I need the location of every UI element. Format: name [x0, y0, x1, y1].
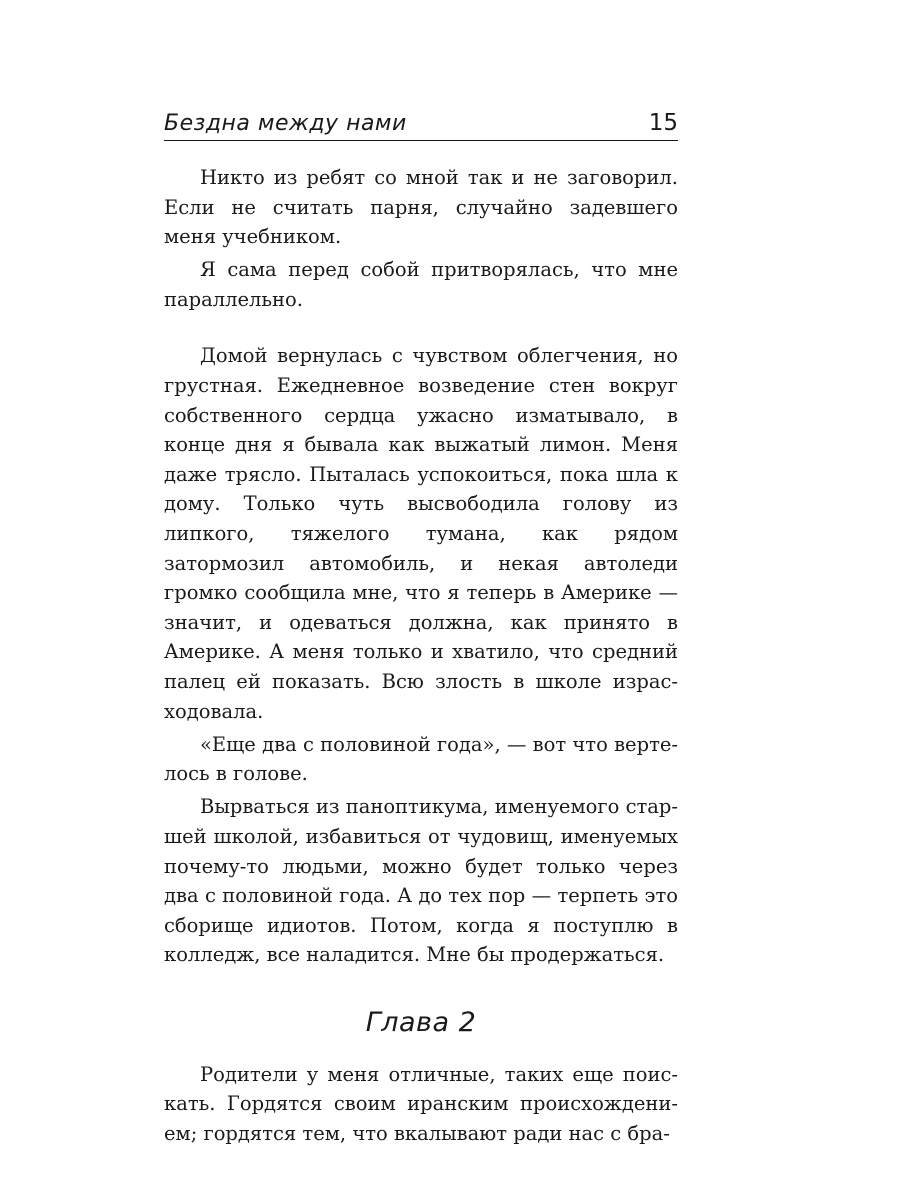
paragraph: «Еще два с половиной года», — вот что вертелось в голове. [164, 732, 678, 786]
body-text [164, 163, 678, 1148]
page-number: 15 [648, 110, 678, 136]
paragraph: Вырваться из паноптикума, именуемого старшей школой, избавиться от чудовищ, именуемых почему-то людьми, можно будет только через два с половиной года. А до тех пор — терпеть это сборище идиотов. Потом, когда я поступлю в колледж, все наладится. Мне бы продержаться. [164, 795, 678, 967]
book-title: Бездна между нами [164, 111, 407, 136]
paragraph: Домой вернулась с чувством облегчения, но грустная. Ежедневное возведение стен вокруг собственного сердца ужасно изматывало, в конце дня я бывала как выжатый лимон. Меня даже трясло. Пыталась успокоиться, пока шла к дому. Только чуть высвободила голову из липкого, тяжелого тумана, как рядом затормозил автомобиль, и некая автоледи громко сообщила мне, что я теперь в Америке — значит, и одеваться должна, как принято в Америке. А меня только и хватило, что средний палец ей показать. Всю злость в школе израсходовала. [164, 344, 678, 723]
paragraph: Я сама перед собой притворялась, что мне параллельно. [164, 258, 678, 311]
chapter-heading: Глава 2 [365, 1006, 477, 1038]
paragraph: Никто из ребят со мной так и не заговорил. Если не считать парня, случайно задевшего меня учебником. [164, 166, 678, 249]
book-page [164, 104, 678, 1152]
running-head [164, 104, 678, 141]
paragraph: Родители у меня отличные, таких еще поискать. Гордятся своим иранским происхождением; гордятся тем, что вкалывают ради нас с бра- [164, 1062, 678, 1145]
